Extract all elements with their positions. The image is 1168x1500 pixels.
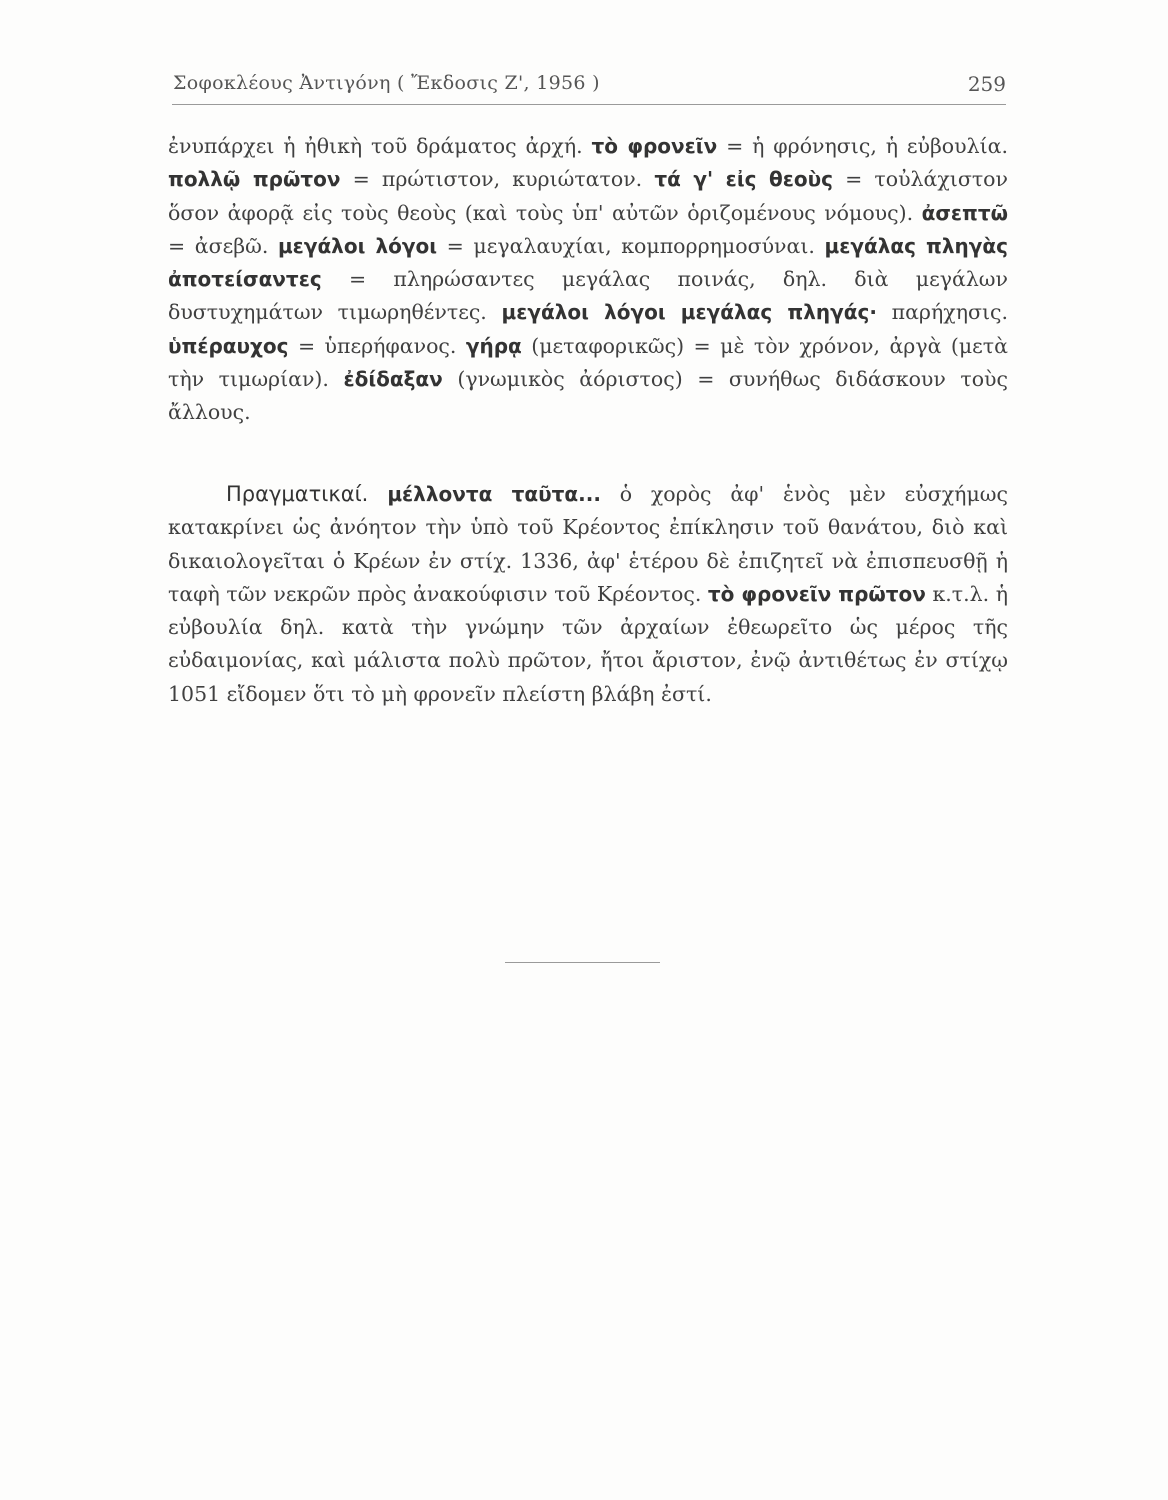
running-head <box>173 72 1006 100</box>
lemma-term: ἐδίδαξαν <box>343 367 443 392</box>
lemma-term: ὑπέραυχος <box>168 333 289 358</box>
lemma-term: μέλλοντα ταῦτα... <box>387 482 601 506</box>
gloss-text: = ὑπερήφανος. <box>288 333 466 358</box>
gloss-text: (γνωμικὸς ἀόριστος) = συνήθως διδάσκουν τοὺς ἄλλους. <box>168 367 1008 425</box>
header-rule <box>172 104 1006 105</box>
gloss-text: = μεγαλαυχίαι, κομπορρημοσύναι. <box>437 233 825 258</box>
end-rule <box>505 962 660 963</box>
lemma-term: μεγάλοι λόγοι <box>277 233 437 258</box>
lemma-term: τὸ φρονεῖν <box>591 134 718 158</box>
lemma-term: μεγάλας πληγὰς ἀποτείσαντες <box>168 233 1008 292</box>
lemma-term: μεγάλοι λόγοι μεγάλας πληγάς· <box>501 300 877 325</box>
gloss-text: = πρώτιστον, κυριώτατον. <box>340 167 655 192</box>
page-number: 259 <box>967 72 1006 96</box>
gloss-text: ἐνυπάρχει ἡ ἠθικὴ τοῦ δράματος ἀρχή. <box>168 134 592 158</box>
lemma-term: τά γ' εἰς θεοὺς <box>654 167 833 192</box>
gloss-text: = ἀσεβῶ. <box>168 233 278 258</box>
commentary-paragraph-2 <box>168 478 1008 711</box>
lemma-term: πολλῷ πρῶτον <box>168 167 341 192</box>
section-lead: Πραγματικαί. <box>226 482 388 506</box>
gloss-text: παρήχησις. <box>876 300 1009 325</box>
gloss-text: = ἡ φρόνησις, ἡ εὐβουλία. <box>717 134 1008 158</box>
lemma-term: γήρᾳ <box>465 333 522 358</box>
lemma-term: ἀσεπτῶ <box>921 200 1008 225</box>
lemma-term: τὸ φρονεῖν πρῶτον <box>707 581 926 606</box>
gloss-text: = τοὐλάχιστον ὅσον ἀφορᾷ εἰς τοὺς θεοὺς (καὶ τοὺς ὑπ' αὐτῶν ὁριζομένους νόμους). <box>168 167 1008 225</box>
gloss-text: κ.τ.λ. ἡ εὐβουλία δηλ. κατὰ τὴν γνώμην τῶν ἀρχαίων ἐθεωρεῖτο ὡς μέρος τῆς εὐδαιμονίας, καὶ μάλιστα πολὺ πρῶτον, ἤτοι ἄριστον, ἐνῷ ἀντιθέτως ἐν στίχῳ 1051 εἴδομεν ὅτι τὸ μὴ φρονεῖν πλείστη βλάβη ἐστί. <box>168 581 1008 706</box>
gloss-text: ὁ χορὸς ἀφ' ἑνὸς μὲν εὐσχήμως κατακρίνει ὡς ἀνόητον τὴν ὑπὸ τοῦ Κρέοντος ἐπίκλησιν τοῦ θανάτου, διὸ καὶ δικαιολογεῖται ὁ Κρέων ἐν στίχ. 1336, ἀφ' ἑτέρου δὲ ἐπιζητεῖ νὰ ἐπισπευσθῇ ἡ ταφὴ τῶν νεκρῶν πρὸς ἀνακούφισιν τοῦ Κρέοντος. <box>168 482 1008 606</box>
gloss-text: = πληρώσαντες μεγάλας ποινάς, δηλ. διὰ μεγάλων δυστυχημάτων τιμωρηθέντες. <box>168 267 1008 325</box>
gloss-text: (μεταφορικῶς) = μὲ τὸν χρόνον, ἀργὰ (μετὰ τὴν τιμωρίαν). <box>168 333 1008 392</box>
commentary-paragraph-1 <box>168 130 1008 430</box>
running-title: Σοφοκλέους Ἀντιγόνη ( Ἔκδοσις Ζ', 1956 ) <box>173 72 600 94</box>
